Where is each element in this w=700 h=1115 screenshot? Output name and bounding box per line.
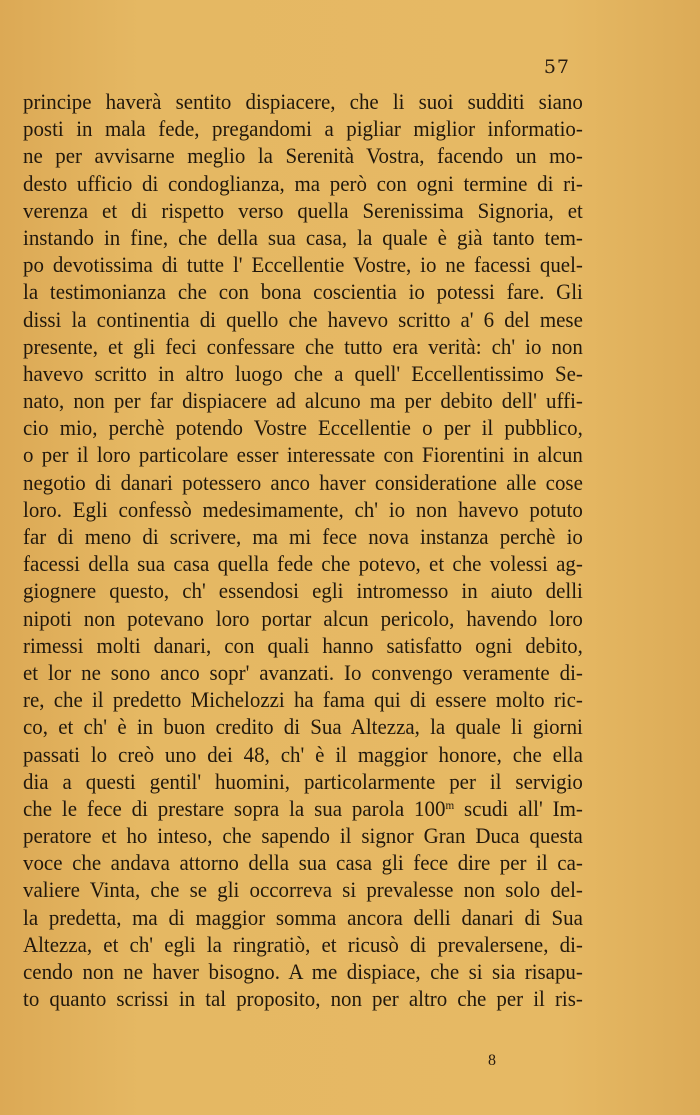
text-line: cio mio, perchè potendo Vostre Eccellentie o per il pubblico,: [23, 415, 583, 441]
text-line: cendo non ne haver bisogno. A me dispiace, che si sia risapu-: [23, 959, 583, 984]
text-line: far di meno di scrivere, ma mi fece nova instanza perchè io: [23, 524, 583, 549]
text-line-head: che le fece di prestare sopra la sua parola 100: [23, 795, 446, 821]
text-line: loro. Egli confessò medesimamente, ch' io non havevo potuto: [23, 496, 583, 522]
text-line: peratore et ho inteso, che sapendo il signor Gran Duca questa: [23, 823, 583, 849]
text-line: o per il loro particolare esser interessate con Fiorentini in alcun: [23, 442, 583, 468]
text-line: posti in mala fede, pregandomi a pigliar miglior informatio-: [23, 116, 583, 142]
text-line: dissi la continentia di quello che havevo scritto a' 6 del mese: [23, 306, 583, 332]
signature-mark: 8: [488, 1052, 496, 1069]
text-line: principe haverà sentito dispiacere, che li suoi sudditi siano: [23, 89, 583, 114]
text-line: dia a questi gentil' huomini, particolarmente per il servigio: [23, 768, 583, 794]
text-line: verenza et di rispetto verso quella Serenissima Signoria, et: [23, 197, 583, 223]
text-line: facessi della sua casa quella fede che potevo, et che volessi ag-: [23, 551, 583, 577]
text-line: havevo scritto in altro luogo che a quell' Eccellentissimo Se-: [23, 360, 583, 386]
text-line: passati lo creò uno dei 48, ch' è il maggior honore, che ella: [23, 741, 583, 767]
text-line: nipoti non potevano loro portar alcun pericolo, havendo loro: [23, 605, 583, 631]
superscript-m: m: [445, 797, 455, 812]
text-line: la testimonianza che con bona coscientia io potessi fare. Gli: [23, 279, 583, 305]
text-line: giognere questo, ch' essendosi egli intromesso in aiuto delli: [23, 578, 583, 604]
text-line: desto ufficio di condoglianza, ma però con ogni termine di ri-: [23, 170, 583, 196]
text-line: to quanto scrissi in tal proposito, non per altro che per il ris-: [23, 986, 583, 1012]
text-line: re, che il predetto Michelozzi ha fama qui di essere molto ric-: [23, 687, 583, 713]
text-line: rimessi molti danari, con quali hanno satisfatto ogni debito,: [23, 632, 583, 658]
text-line: et lor ne sono anco sopr' avanzati. Io convengo veramente di-: [23, 659, 583, 685]
text-line: voce che andava attorno della sua casa gli fece dire per il ca-: [23, 850, 583, 876]
text-line: valiere Vinta, che se gli occorreva si prevalesse non solo del-: [23, 877, 583, 903]
text-line: nato, non per far dispiacere ad alcuno ma per debito dell' uffi-: [23, 388, 583, 414]
text-body: [23, 88, 583, 1012]
text-line: negotio di danari potessero anco haver consideratione alle cose: [23, 469, 583, 495]
text-line-with-superscript: [23, 795, 583, 822]
text-line: instando in fine, che della sua casa, la quale è già tanto tem-: [23, 224, 583, 250]
text-line: la predetta, ma di maggior somma ancora delli danari di Sua: [23, 904, 583, 930]
text-line: co, et ch' è in buon credito di Sua Altezza, la quale li giorni: [23, 714, 583, 740]
text-line: Altezza, et ch' egli la ringratiò, et ricusò di prevalersene, di-: [23, 931, 583, 957]
page-number: 57: [543, 56, 570, 78]
text-line: presente, et gli feci confessare che tutto era verità: ch' io non: [23, 333, 583, 359]
text-line-tail: scudi all' Im-: [454, 795, 583, 821]
text-line: ne per avvisarne meglio la Serenità Vostra, facendo un mo-: [23, 143, 583, 169]
text-line: po devotissima di tutte l' Eccellentie Vostre, io ne facessi quel-: [23, 252, 583, 278]
